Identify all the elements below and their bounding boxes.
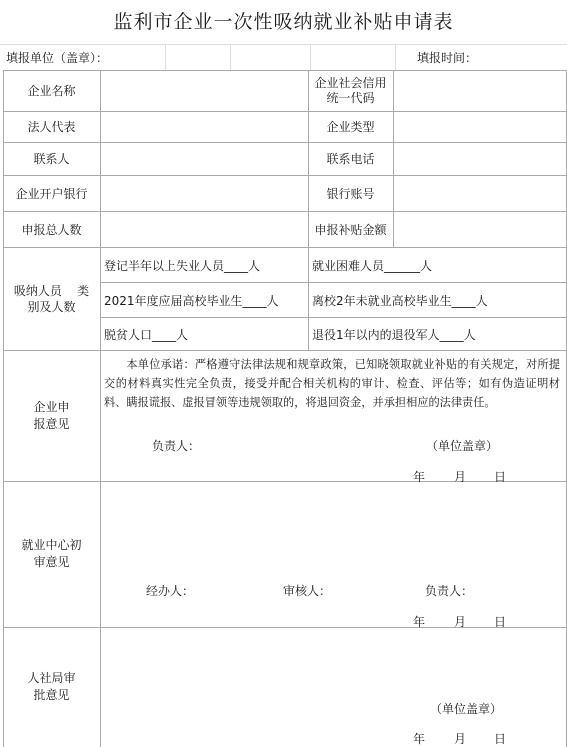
credit-code-label-line2: 统一代码 [326,90,375,105]
grid-line [0,44,567,45]
row-divider [100,282,567,283]
company-name-field[interactable] [101,71,308,111]
bureau-year-label: 年 [413,732,426,746]
company-type-field[interactable] [394,112,566,142]
contact-phone-label: 联系电话 [326,152,375,166]
category-label [3,247,100,350]
company-seal-label: （单位盖章） [426,439,499,453]
category-label-line2: 别及人数 [27,299,76,314]
hardship-count[interactable]: 就业困难人员______人 [312,259,433,273]
company-opinion-label [3,350,100,481]
subsidy-amount-label: 申报补贴金额 [314,222,387,237]
bureau-month-label: 月 [454,732,467,746]
center-responsible-label: 负责人： [425,584,474,598]
grid-line [395,44,396,70]
fill-unit-label: 填报单位（盖章）： [6,51,109,65]
center-reviewer-label: 审核人： [283,584,332,598]
center-handler-label: 经办人： [146,584,195,598]
company-responsible-label: 负责人： [152,439,201,453]
category-label-line1: 吸纳人员 类 [13,283,90,298]
total-people-label: 申报总人数 [21,222,82,237]
company-type-label: 企业类型 [326,120,375,134]
company-opinion-label-line2: 报意见 [33,416,70,431]
company-year-label: 年 [413,470,426,484]
contact-label: 联系人 [33,152,70,166]
bank-account-field[interactable] [394,176,566,211]
graduates-2021-count[interactable]: 2021年度应届高校毕业生____人 [104,294,279,308]
credit-code-label-line1: 企业社会信用 [314,75,387,90]
bank-account-label: 银行账号 [326,186,375,201]
credit-code-label [308,70,393,111]
bureau-day-label: 日 [494,732,507,746]
grid-line [165,44,166,70]
company-opinion-label-line1: 企业申 [33,399,70,414]
contact-phone-field[interactable] [394,143,566,175]
bureau-seal-label: （单位盖章） [430,702,503,716]
subsidy-amount-field[interactable] [394,212,566,247]
center-opinion-label [3,481,100,627]
graduates-2yr-count[interactable]: 离校2年未就业高校毕业生____人 [312,294,488,308]
center-month-label: 月 [454,615,467,629]
company-day-label: 日 [494,470,507,484]
grid-line [310,44,311,70]
center-year-label: 年 [413,615,426,629]
company-pledge-text: 本单位承诺：严格遵守法律法规和规章政策，已知晓领取就业补贴的有关规定，对所提交的材料真实性完全负责，接受并配合相关机构的审计、检查、评估等；如有伪造证明材料、瞒报谎报、虚报冒领等违规领取的，将退回资金，并承担相应的法律责任。 [104,358,560,409]
unemployed-count[interactable]: 登记半年以上失业人员____人 [104,259,261,273]
legal-rep-label: 法人代表 [27,120,76,134]
center-opinion-label-line1: 就业中心初 [21,538,82,552]
bank-field[interactable] [101,176,308,211]
center-opinion-label-line2: 审意见 [33,555,70,569]
company-month-label: 月 [454,470,467,484]
bureau-opinion-label [3,627,100,747]
contact-field[interactable] [101,143,308,175]
fill-time-label: 填报时间： [417,51,478,65]
application-form-table [0,44,567,747]
center-day-label: 日 [494,615,507,629]
veterans-count[interactable]: 退役1年以内的退役军人____人 [312,328,476,342]
form-title: 监利市企业一次性吸纳就业补贴申请表 [113,11,454,33]
company-name-label: 企业名称 [27,84,76,98]
bureau-opinion-label-line1: 人社局审 [27,671,76,685]
poverty-count[interactable]: 脱贫人口____人 [104,328,189,342]
bank-label: 企业开户银行 [15,186,88,201]
legal-rep-field[interactable] [101,112,308,142]
row-divider [100,317,567,318]
credit-code-field[interactable] [394,71,566,111]
grid-line [230,44,231,70]
bureau-opinion-label-line2: 批意见 [33,688,70,702]
total-people-field[interactable] [101,212,308,247]
